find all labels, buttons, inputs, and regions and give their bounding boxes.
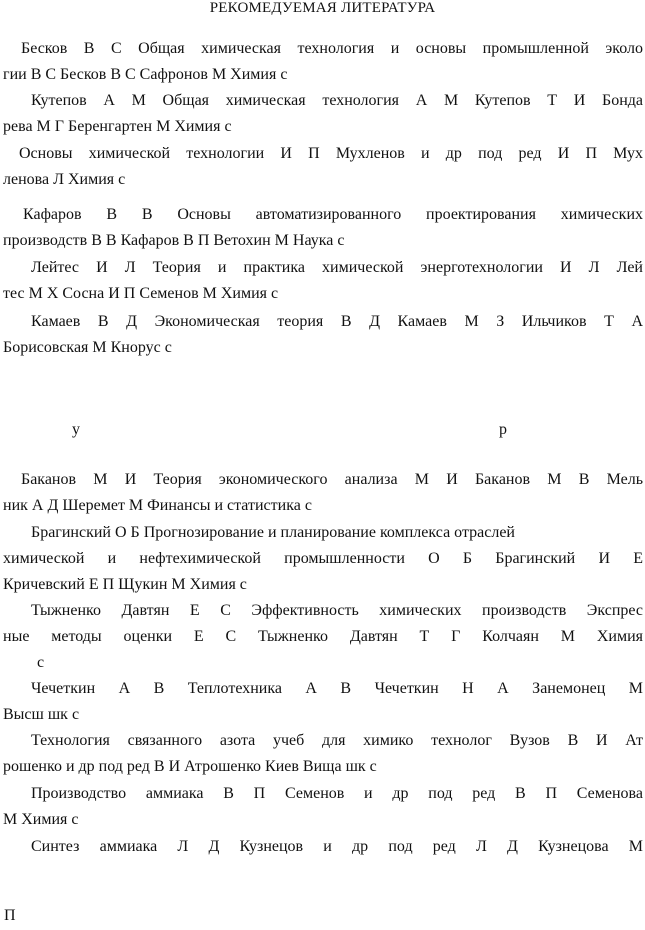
reference-entry bbox=[3, 88, 643, 140]
reference-line: производств В В Кафаров В П Ветохин М Наука с bbox=[3, 232, 345, 249]
reference-line: Баканов М И Теория экономического анализа М И Баканов М В Мель bbox=[21, 471, 643, 488]
reference-entry bbox=[3, 728, 643, 780]
reference-line: ленова Л Химия с bbox=[3, 171, 126, 188]
reference-line: Брагинский О Б Прогнозирование и планирование комплекса отраслей bbox=[31, 524, 515, 541]
reference-line: Технология связанного азота учеб для химико технолог Вузов В И Ат bbox=[31, 732, 643, 749]
reference-line: Бесков В С Общая химическая технология и основы промышленной эколо bbox=[21, 40, 643, 57]
reference-line: с bbox=[37, 654, 45, 671]
reference-line: Камаев В Д Экономическая теория В Д Камаев М З Ильчиков Т А bbox=[31, 313, 643, 330]
reference-entry bbox=[3, 520, 643, 598]
reference-line: Борисовская М Кнорус с bbox=[3, 339, 172, 356]
footer-mark: П bbox=[4, 907, 16, 924]
reference-line: М Химия с bbox=[3, 811, 79, 828]
reference-line: тес М Х Сосна И П Семенов М Химия с bbox=[3, 285, 279, 302]
reference-line: Кафаров В В Основы автоматизированного проектирования химических bbox=[23, 206, 643, 223]
reference-entry bbox=[3, 834, 643, 860]
page-title: РЕКОМЕДУЕМАЯ ЛИТЕРАТУРА bbox=[209, 0, 436, 16]
reference-line: ник А Д Шеремет М Финансы и статистика с bbox=[3, 497, 312, 514]
reference-entry bbox=[3, 781, 643, 833]
reference-line: химической и нефтехимической промышленности О Б Брагинский И Е bbox=[3, 550, 643, 567]
reference-line: Кутепов А М Общая химическая технология А М Кутепов Т И Бонда bbox=[31, 92, 643, 109]
reference-entry bbox=[3, 309, 643, 361]
section-mark-right: р bbox=[499, 421, 507, 438]
reference-entry bbox=[3, 598, 643, 676]
reference-line: Синтез аммиака Л Д Кузнецов и др под ред Л Д Кузнецова М bbox=[31, 838, 643, 855]
reference-line: рева М Г Беренгартен М Химия с bbox=[3, 118, 232, 135]
reference-line: Лейтес И Л Теория и практика химической энерготехнологии И Л Лей bbox=[31, 259, 643, 276]
reference-line: гии В С Бесков В С Сафронов М Химия с bbox=[3, 66, 288, 83]
reference-entry bbox=[3, 202, 643, 254]
reference-line: Тыжненко Давтян Е С Эффективность химических производств Экспрес bbox=[31, 602, 643, 619]
section-mark-left: у bbox=[72, 421, 80, 438]
reference-line: Чечеткин А В Теплотехника А В Чечеткин Н А Занемонец М bbox=[31, 680, 643, 697]
reference-entry bbox=[3, 255, 643, 307]
reference-line: Производство аммиака В П Семенов и др под ред В П Семенова bbox=[31, 785, 643, 802]
reference-entry bbox=[3, 676, 643, 728]
reference-line: Основы химической технологии И П Мухленов и др под ред И П Мух bbox=[19, 145, 643, 162]
reference-line: рошенко и др под ред В И Атрошенко Киев Вища шк с bbox=[3, 758, 377, 775]
reference-line: Кричевский Е П Щукин М Химия с bbox=[3, 576, 247, 593]
reference-entry bbox=[3, 141, 643, 193]
reference-entry bbox=[3, 36, 643, 88]
reference-line: Высш шк с bbox=[3, 706, 80, 723]
reference-line: ные методы оценки Е С Тыжненко Давтян Т Г Колчаян М Химия bbox=[3, 628, 643, 645]
reference-entry bbox=[3, 467, 643, 519]
